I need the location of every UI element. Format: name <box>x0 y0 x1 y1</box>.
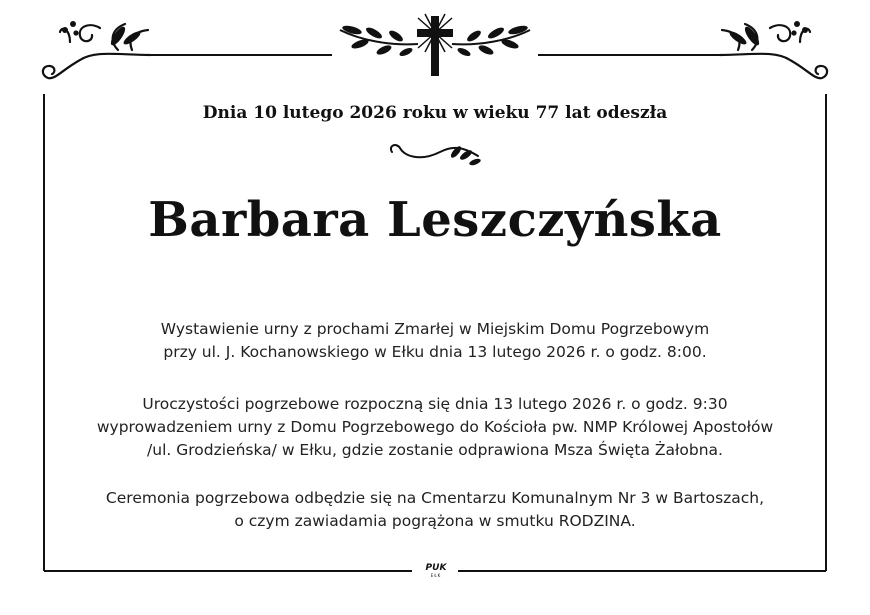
paragraph-line: Ceremonia pogrzebowa odbędzie się na Cmentarzu Komunalnym Nr 3 w Bartoszach, <box>105 489 765 507</box>
paragraph-line: Wystawienie urny z prochami Zmarłej w Miejskim Domu Pogrzebowym <box>160 320 710 338</box>
paragraph-line: o czym zawiadamia pogrążona w smutku RODZINA. <box>234 512 636 530</box>
paragraph-funeral-ceremony <box>40 393 830 462</box>
paragraph-line: przy ul. J. Kochanowskiego w Ełku dnia 13 lutego 2026 r. o godz. 8:00. <box>163 343 707 361</box>
logo-sub-text: EŁK <box>430 573 442 578</box>
leaf-flourish-icon <box>391 145 482 167</box>
logo-main-text: PUK <box>425 563 447 573</box>
paragraph-burial <box>40 487 830 533</box>
death-announcement-line: Dnia 10 lutego 2026 roku w wieku 77 lat odeszła <box>202 103 668 123</box>
paragraph-urn-viewing <box>40 318 830 364</box>
funeral-home-logo <box>419 563 453 578</box>
paragraph-line: /ul. Grodzieńska/ w Ełku, gdzie zostanie odprawiona Msza Święta Żałobna. <box>147 441 723 459</box>
corner-flourish-icon <box>43 24 150 78</box>
corner-flourish-icon <box>720 24 827 78</box>
deceased-name: Barbara Leszczyńska <box>148 192 722 248</box>
laurel-branch-icon <box>452 24 530 58</box>
cross-icon <box>417 14 453 76</box>
laurel-branch-icon <box>340 24 418 58</box>
paragraph-line: Uroczystości pogrzebowe rozpoczną się dnia 13 lutego 2026 r. o godz. 9:30 <box>142 395 728 413</box>
paragraph-line: wyprowadzeniem urny z Domu Pogrzebowego do Kościoła pw. NMP Królowej Apostołów <box>96 418 774 436</box>
